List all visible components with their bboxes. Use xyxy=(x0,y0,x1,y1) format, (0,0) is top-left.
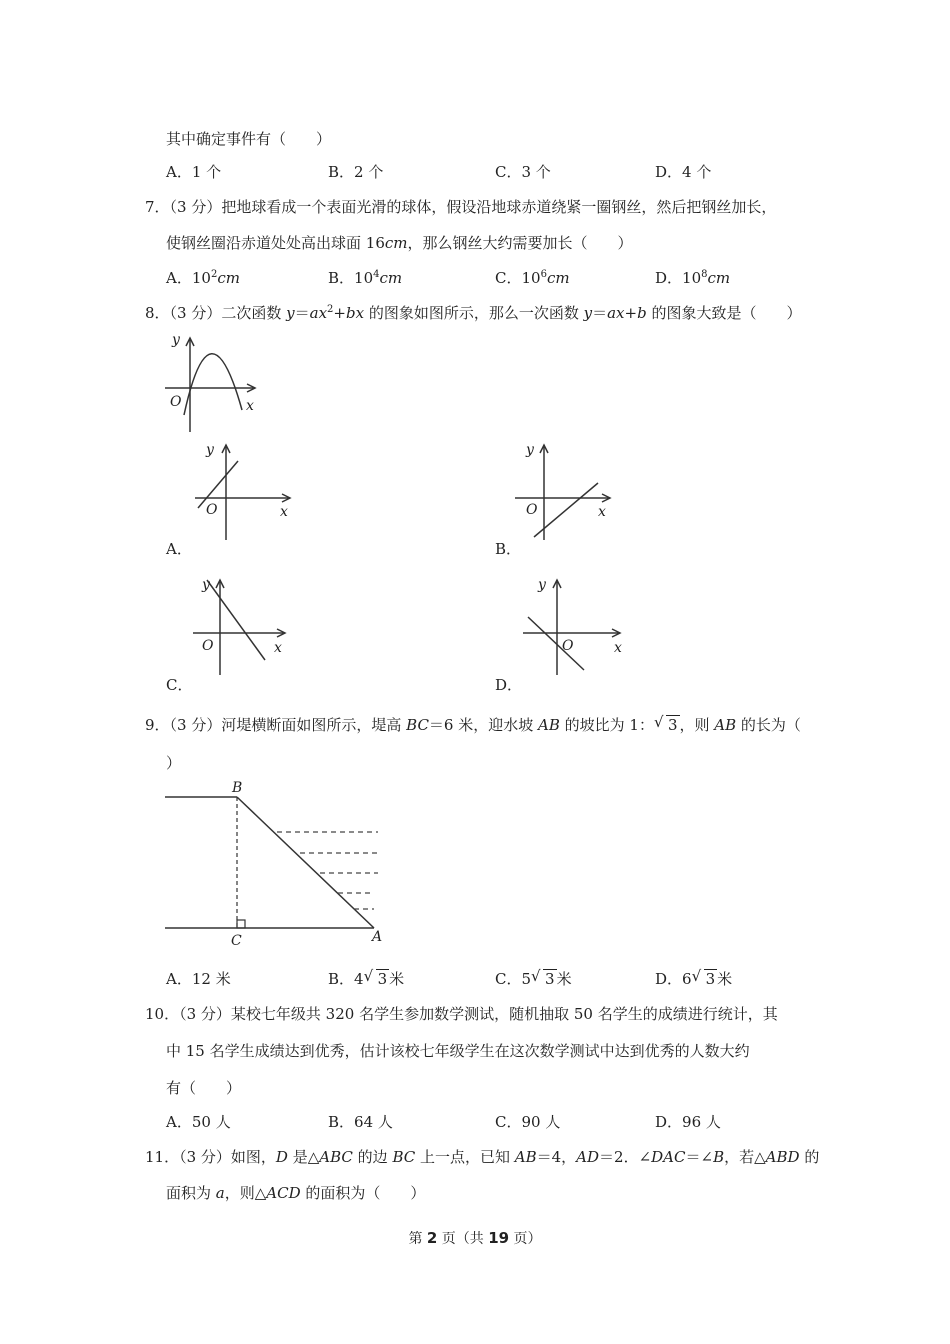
q8-parabola-graph xyxy=(160,330,260,435)
q11-question: 11．（3 分）如图，D 是△ABC 的边 BC 上一点，已知 AB＝4，AD＝2．∠DAC＝∠B，若△ABD 的 xyxy=(145,1148,820,1166)
svg-text:x: x xyxy=(598,504,606,520)
q8-option-d: D． xyxy=(495,676,523,694)
svg-text:x: x xyxy=(280,504,288,520)
q6-option-b: B．2 个 xyxy=(328,163,384,181)
q8-option-b: B． xyxy=(495,540,522,558)
q10-question: 10．（3 分）某校七年级共 320 名学生参加数学测试，随机抽取 50 名学生的成绩进行统计，其 xyxy=(145,1005,778,1023)
q10-line2: 中 15 名学生成绩达到优秀，估计该校七年级学生在这次数学测试中达到优秀的人数大约 xyxy=(166,1042,750,1060)
page-total: 19 xyxy=(488,1229,510,1247)
q7-option-b: B．$10^4cm$ xyxy=(328,269,403,287)
q7-line1: 把地球看成一个表面光滑的球体，假设沿地球赤道绕紧一圈钢丝，然后把钢丝加长， xyxy=(221,198,777,216)
q10-option-d: D．96 人 xyxy=(655,1113,721,1131)
q7-option-c: C．$10^6cm$ xyxy=(495,269,570,287)
svg-text:x: x xyxy=(614,640,622,656)
label-a: A xyxy=(372,929,383,945)
q9-option-c: C．5 √ 3 米 xyxy=(495,967,572,988)
q9-embankment-diagram xyxy=(160,775,400,950)
svg-text:x: x xyxy=(274,640,282,656)
q6-tail: 其中确定事件有（ ） xyxy=(166,130,332,148)
q8-option-a-graph xyxy=(190,437,300,542)
q8-option-c-graph xyxy=(190,572,300,677)
q7-line2-text: 使钢丝圈沿赤道处处高出球面 16 xyxy=(166,234,385,252)
q7-option-a: A．$10^2cm$ xyxy=(166,269,240,287)
q6-option-d: D．4 个 xyxy=(655,163,712,181)
page-footer: 第 2 页（共 19 页） xyxy=(408,1229,542,1247)
q10-option-b: B．64 人 xyxy=(328,1113,393,1131)
label-c: C xyxy=(231,933,242,949)
svg-text:y: y xyxy=(202,577,210,593)
svg-text:y: y xyxy=(206,442,214,458)
q10-line3: 有（ ） xyxy=(166,1079,242,1097)
svg-text:O: O xyxy=(206,502,218,518)
q9-option-b: B．4 √ 3 米 xyxy=(328,967,405,988)
q7-unit: cm xyxy=(384,234,408,252)
page-number: 2 xyxy=(426,1229,438,1247)
q10-option-a: A．50 人 xyxy=(166,1113,231,1131)
q7-question xyxy=(145,196,776,217)
q9-option-d: D．6 √ 3 米 xyxy=(655,967,733,988)
label-b: B xyxy=(232,780,243,796)
sqrt-3: √ 3 xyxy=(653,713,678,734)
q11-line2: 面积为 a，则△ACD 的面积为（ ） xyxy=(166,1184,426,1202)
q8-option-b-graph xyxy=(510,437,620,542)
q7-score: （3 分） xyxy=(169,198,222,216)
q7-line2-tail: ，那么钢丝大约需要加长（ ） xyxy=(407,234,633,252)
q10-option-c: C．90 人 xyxy=(495,1113,561,1131)
q8-option-d-graph xyxy=(520,572,630,677)
y-axis-label: y xyxy=(172,332,180,348)
q9-line2: ） xyxy=(166,754,182,772)
q6-option-a: A．1 个 xyxy=(166,163,222,181)
x-axis-label: x xyxy=(246,398,254,414)
svg-text:y: y xyxy=(538,577,546,593)
svg-text:O: O xyxy=(562,638,574,654)
svg-text:O: O xyxy=(202,638,214,654)
q8-option-a: A． xyxy=(166,540,192,558)
q8-question: 8．（3 分）二次函数 $y=ax^2+bx$ 的图象如图所示，那么一次函数 y＝ax+b 的图象大致是（ ） xyxy=(145,304,802,322)
q9-question: 9．（3 分）河堤横断面如图所示，堤高 BC＝6 米，迎水坡 AB 的坡比为 1： √ 3 ，则 AB 的长为（ xyxy=(145,713,801,734)
q7-option-d: D．$10^8cm$ xyxy=(655,269,731,287)
svg-text:O: O xyxy=(526,502,538,518)
q9-option-a: A．12 米 xyxy=(166,970,231,988)
q8-option-c: C． xyxy=(166,676,193,694)
svg-text:y: y xyxy=(526,442,534,458)
q7-number: 7． xyxy=(145,198,170,216)
origin-label: O xyxy=(170,394,182,410)
q6-option-c: C．3 个 xyxy=(495,163,551,181)
q7-line2 xyxy=(166,232,633,253)
